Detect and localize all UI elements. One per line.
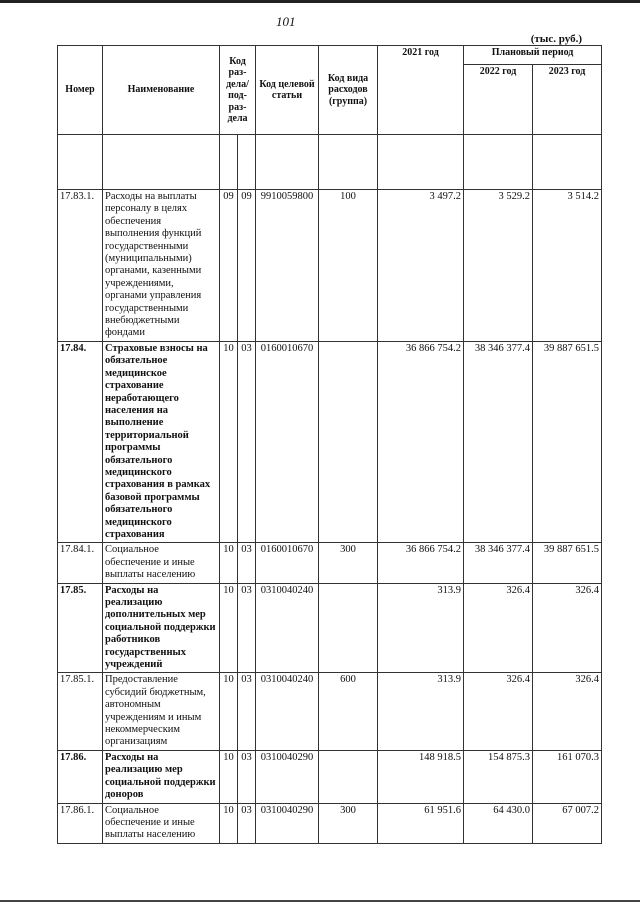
row-razdel: 10 [220,750,238,803]
row-podrazdel: 03 [238,673,256,750]
row-target-code: 9910059800 [256,190,319,342]
row-podrazdel: 03 [238,341,256,543]
row-name: Предоставление субсидий бюджетным, автономным учреждениям и иным некоммерческим организациям [103,673,220,750]
row-amount-2021: 3 497.2 [378,190,464,342]
row-expense-type: 300 [319,803,378,843]
top-rule [0,0,640,3]
header-2021: 2021 год [378,46,464,135]
row-razdel: 09 [220,190,238,342]
row-number: 17.85. [58,583,103,673]
table-row [58,673,602,750]
row-number: 17.84. [58,341,103,543]
row-number: 17.86.1. [58,803,103,843]
table-row [58,543,602,583]
row-number: 17.83.1. [58,190,103,342]
row-amount-2023: 67 007.2 [533,803,602,843]
header-2022: 2022 год [464,65,533,135]
table-row [58,190,602,342]
row-amount-2022: 3 529.2 [464,190,533,342]
row-amount-2022: 38 346 377.4 [464,341,533,543]
header-plan-period: Плановый период [464,46,602,65]
table-row [58,341,602,543]
row-razdel: 10 [220,583,238,673]
row-expense-type [319,750,378,803]
budget-table [57,45,602,844]
row-amount-2023: 39 887 651.5 [533,341,602,543]
row-target-code: 0310040290 [256,750,319,803]
header-spacer-row [58,135,602,190]
row-podrazdel: 03 [238,583,256,673]
table-row [58,750,602,803]
row-expense-type: 100 [319,190,378,342]
row-amount-2021: 36 866 754.2 [378,341,464,543]
row-expense-type [319,341,378,543]
row-target-code: 0160010670 [256,543,319,583]
row-podrazdel: 03 [238,543,256,583]
row-amount-2022: 154 875.3 [464,750,533,803]
row-name: Расходы на выплаты персоналу в целях обеспечения выполнения функций государственными (муниципальными) органами, казенными учреждениями, органами управления государственными внебюджетными фондами [103,190,220,342]
row-target-code: 0310040240 [256,673,319,750]
header-number: Номер [58,46,103,135]
header-target: Код целевой статьи [256,46,319,135]
row-podrazdel: 03 [238,803,256,843]
row-amount-2023: 326.4 [533,673,602,750]
row-name: Расходы на реализацию мер социальной поддержки доноров [103,750,220,803]
header-2023: 2023 год [533,65,602,135]
row-podrazdel: 03 [238,750,256,803]
row-amount-2021: 36 866 754.2 [378,543,464,583]
header-name: Наименование [103,46,220,135]
row-number: 17.84.1. [58,543,103,583]
row-amount-2023: 39 887 651.5 [533,543,602,583]
header-expense-type: Код вида расходов (группа) [319,46,378,135]
bottom-rule [0,900,640,902]
header-section: Код раз-дела/ под-раз-дела [220,46,256,135]
row-amount-2021: 313.9 [378,583,464,673]
row-amount-2023: 326.4 [533,583,602,673]
units-label: (тыс. руб.) [530,33,582,45]
row-name: Страховые взносы на обязательное медицинское страхование неработающего населения на выполнение территориальной программы обязательного медицинского страхования в рамках базовой программы обязательного медицинского страхования [103,341,220,543]
table-row [58,583,602,673]
row-expense-type [319,583,378,673]
row-amount-2022: 64 430.0 [464,803,533,843]
row-amount-2022: 38 346 377.4 [464,543,533,583]
row-amount-2021: 148 918.5 [378,750,464,803]
row-amount-2023: 161 070.3 [533,750,602,803]
row-razdel: 10 [220,803,238,843]
row-name: Социальное обеспечение и иные выплаты населению [103,543,220,583]
row-amount-2022: 326.4 [464,583,533,673]
row-razdel: 10 [220,543,238,583]
row-target-code: 0310040240 [256,583,319,673]
row-number: 17.85.1. [58,673,103,750]
page-number: 101 [276,14,296,29]
row-razdel: 10 [220,673,238,750]
row-target-code: 0160010670 [256,341,319,543]
row-number: 17.86. [58,750,103,803]
row-expense-type: 300 [319,543,378,583]
row-amount-2021: 313.9 [378,673,464,750]
table-row [58,803,602,843]
row-podrazdel: 09 [238,190,256,342]
header-row [58,46,602,65]
row-name: Социальное обеспечение и иные выплаты населению [103,803,220,843]
row-expense-type: 600 [319,673,378,750]
row-amount-2021: 61 951.6 [378,803,464,843]
row-amount-2022: 326.4 [464,673,533,750]
row-target-code: 0310040290 [256,803,319,843]
row-amount-2023: 3 514.2 [533,190,602,342]
row-razdel: 10 [220,341,238,543]
row-name: Расходы на реализацию дополнительных мер социальной поддержки работников государственных учреждений [103,583,220,673]
